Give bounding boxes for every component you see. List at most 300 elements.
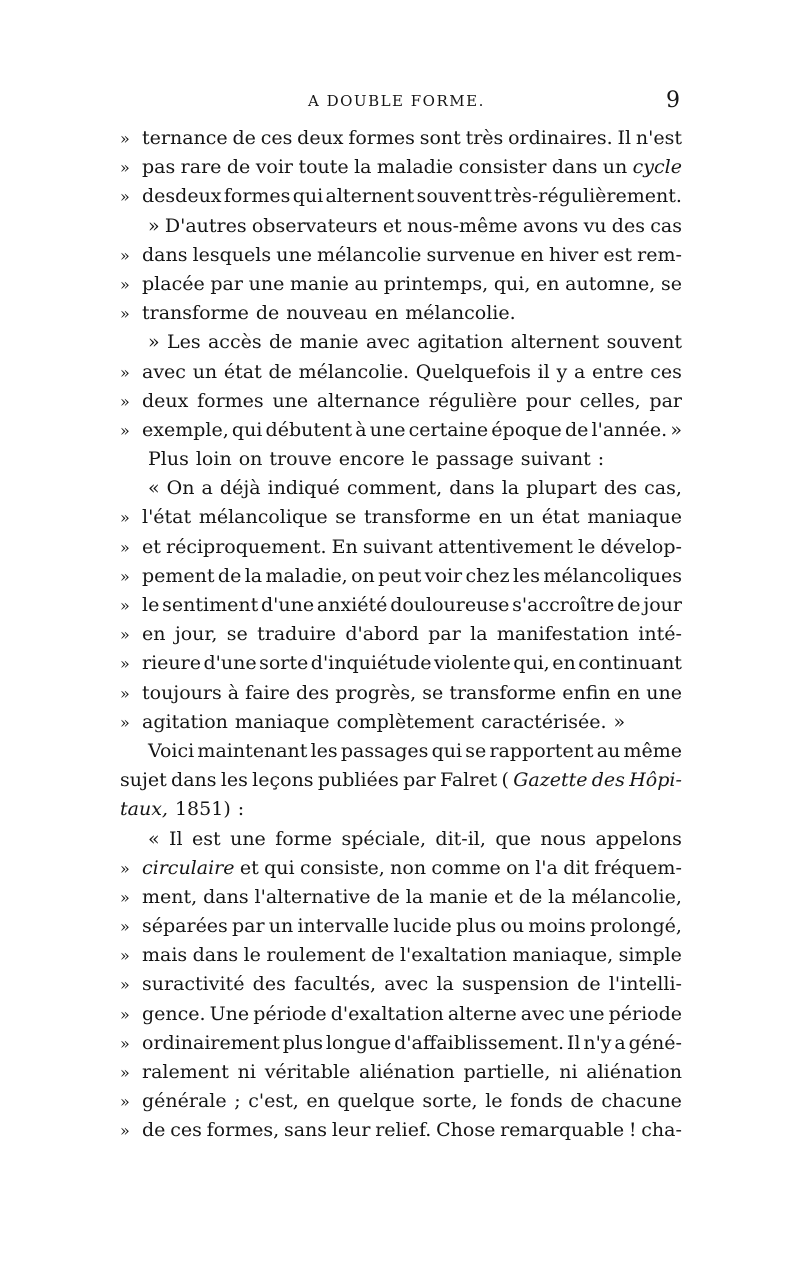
text-line (120, 941, 682, 970)
word: attentivement (437, 535, 573, 558)
word: : (237, 798, 245, 821)
word: lucide (393, 915, 452, 938)
word: rem- (637, 243, 682, 266)
word: avons (522, 214, 579, 237)
word: leur (331, 1119, 371, 1142)
word: est (192, 827, 221, 850)
text-line (120, 766, 682, 795)
text-line (120, 124, 682, 153)
word: sont (419, 127, 461, 149)
word: On (166, 477, 195, 500)
word: Plus (148, 448, 189, 471)
word: cycle (632, 156, 682, 179)
word: des (296, 681, 330, 704)
word: une (230, 827, 266, 850)
word: manie (299, 331, 359, 354)
word: indiqué (267, 477, 340, 500)
word: automne, (565, 272, 656, 295)
word: plupart (526, 477, 597, 500)
word: » agitation (142, 710, 228, 733)
word: état (541, 506, 580, 529)
text-line (120, 445, 682, 474)
text-line (120, 241, 682, 270)
word: qui (231, 418, 263, 441)
word: d'abord (345, 623, 419, 646)
word: de (617, 594, 641, 616)
word: transforme (449, 681, 557, 704)
word: d'une (261, 594, 315, 616)
word: par (649, 389, 682, 412)
word: par (428, 623, 461, 646)
word: toute (298, 156, 349, 179)
word: plus (456, 915, 497, 938)
word: maniaque, (512, 944, 614, 967)
word: entre (592, 360, 644, 383)
word: ni (237, 1061, 256, 1083)
word: de (226, 156, 251, 179)
word: » ralement (142, 1061, 229, 1083)
text-line (120, 1116, 682, 1145)
word: qui, (493, 272, 531, 295)
text-line (120, 620, 682, 649)
word: alternent (325, 185, 415, 208)
word: de (371, 944, 395, 967)
word: » le (142, 594, 160, 616)
word: survenue (426, 243, 516, 266)
word: publiées (317, 769, 399, 792)
word: maniaque (587, 506, 682, 529)
word: ! (628, 1119, 637, 1142)
text-line (120, 795, 682, 824)
word: rapportent (489, 739, 594, 762)
word: mélancolie. (298, 360, 410, 383)
text-line (120, 708, 682, 737)
word: au (354, 272, 379, 295)
word: faire (245, 681, 290, 704)
word: » pement (142, 564, 215, 587)
word: sentiment (162, 594, 259, 616)
text-line (120, 883, 682, 912)
word: véritable (264, 1061, 351, 1083)
word: ; (234, 1090, 241, 1113)
word: formes (223, 185, 291, 208)
word: Chose (436, 1119, 496, 1142)
text-line (120, 474, 682, 503)
text-line (120, 737, 682, 766)
word: » dans (142, 243, 188, 266)
word: la (548, 885, 566, 908)
word: une (276, 243, 312, 266)
word: partielle, (463, 1061, 551, 1083)
word: voir (255, 156, 294, 179)
word: d'affaiblissement. (394, 1031, 564, 1054)
word: ordinaires. (508, 127, 613, 149)
text-line (120, 153, 682, 182)
word: a (573, 360, 586, 383)
word: formes, (206, 1119, 280, 1142)
word: nous-même (406, 214, 518, 237)
word: il (537, 360, 550, 383)
word: on (238, 448, 263, 471)
word: des (252, 973, 286, 996)
word: le (578, 535, 596, 558)
word: dévelop- (600, 535, 682, 558)
word: se (226, 623, 248, 646)
word: Il (169, 827, 183, 850)
word: l'alternative (254, 885, 371, 908)
word: un (268, 915, 294, 938)
word: loin (195, 448, 232, 471)
word: maniaque (234, 710, 330, 733)
word: cas (650, 214, 682, 237)
word: en (374, 302, 399, 325)
word: » deux (142, 389, 189, 412)
word: avec (384, 973, 429, 996)
word: observateurs (251, 214, 378, 237)
word: ni (559, 1061, 578, 1083)
word: Quelquefois (415, 360, 531, 383)
text-line (120, 533, 682, 562)
word: dans (192, 944, 239, 967)
word: manie (289, 272, 349, 295)
word: en (616, 681, 641, 704)
word: la (436, 973, 454, 996)
word: sorte, (422, 1090, 478, 1113)
word: dit-il, (435, 827, 486, 850)
word: dit (563, 856, 590, 879)
word: lesquels (192, 243, 272, 266)
word: voir (424, 564, 463, 587)
word: d'une (203, 652, 257, 675)
word: en (552, 652, 576, 675)
word: de (570, 1090, 594, 1113)
word: plus (282, 1031, 323, 1054)
word: manifestation (496, 623, 629, 646)
word: » mais (142, 944, 188, 967)
word: de (232, 127, 256, 149)
word: une (272, 389, 309, 412)
word: se (465, 739, 487, 762)
page-header (120, 88, 680, 116)
word: Une (209, 1002, 250, 1025)
word: période (253, 1002, 327, 1025)
word: » ordinairement (142, 1031, 280, 1054)
word: douloureuse (390, 594, 510, 616)
text-line (120, 182, 682, 211)
word: et (239, 856, 259, 879)
word: comment, (346, 477, 443, 500)
word: on (351, 564, 375, 587)
word: souvent (606, 331, 682, 354)
word: En (331, 535, 358, 558)
word: Il (617, 127, 632, 149)
word: remarquable (500, 1119, 625, 1142)
word: dans (551, 156, 598, 179)
word: époque (491, 418, 562, 441)
word: débutent (265, 418, 353, 441)
word: maladie, (265, 564, 348, 587)
text-line (120, 299, 682, 328)
word: les (220, 769, 248, 792)
word: l'année. (591, 418, 668, 441)
word: l'a (535, 856, 558, 879)
text-line (120, 649, 682, 678)
word: » ternance (142, 127, 228, 149)
word: Les (166, 331, 201, 354)
word: nouveau (286, 302, 368, 325)
word: avec (520, 1002, 565, 1025)
word: ( (501, 769, 509, 792)
word: qui (264, 856, 295, 879)
word: vu (583, 214, 607, 237)
word: de (577, 973, 601, 996)
word: mélancolique (198, 506, 328, 529)
word: s'accroître (512, 594, 615, 616)
word: caractérisée. (481, 710, 607, 733)
word: accès (207, 331, 262, 354)
word: progrès, (335, 681, 417, 704)
word: n'y (583, 1031, 612, 1054)
word: en (306, 1090, 330, 1113)
word: déjà (219, 477, 261, 500)
text-line (120, 503, 682, 532)
word: un (509, 506, 535, 529)
word: a (201, 477, 213, 500)
word: même (623, 739, 682, 762)
word: Voici (148, 739, 195, 762)
word: peut (378, 564, 422, 587)
word: se (335, 506, 357, 529)
word: une (369, 418, 406, 441)
word: est (603, 243, 633, 266)
word: des (591, 769, 625, 792)
word: simple (618, 944, 682, 967)
text-line (120, 562, 682, 591)
text-line (120, 591, 682, 620)
word: » (613, 710, 626, 733)
text-line (120, 679, 682, 708)
word: fonds (510, 1090, 563, 1113)
word: deux (297, 127, 344, 149)
word: taux, (120, 798, 168, 821)
word: au (596, 739, 621, 762)
word: appelons (595, 827, 682, 850)
word: suivant (520, 448, 591, 471)
word: maintenant (197, 739, 308, 762)
text-line (120, 825, 682, 854)
word: » transforme (142, 302, 249, 325)
word: le (243, 944, 261, 967)
word: ces (170, 1119, 202, 1142)
word: par (403, 769, 436, 792)
word: qui (292, 185, 324, 208)
text-line (120, 854, 682, 883)
word: transforme (363, 506, 471, 529)
word: sujet (120, 769, 167, 792)
word: c'est, (248, 1090, 299, 1113)
word: mélancolie. (405, 302, 516, 325)
word: relief. (375, 1119, 432, 1142)
word: hiver (548, 243, 599, 266)
word: comme (431, 856, 501, 879)
word: alternance (316, 389, 420, 412)
word: mélancolie, (571, 885, 682, 908)
word: que (495, 827, 531, 850)
word: continuant (578, 652, 682, 675)
word: de (255, 302, 280, 325)
word: qui, (513, 652, 550, 675)
word: dans (203, 885, 249, 908)
word: et (493, 885, 513, 908)
word: chez (465, 564, 510, 587)
word: sans (283, 1119, 328, 1142)
word: sorte (259, 652, 309, 675)
text-line (120, 358, 682, 387)
word: aliénation (586, 1061, 682, 1083)
word: alternent (510, 331, 600, 354)
word: violente (434, 652, 511, 675)
word: des (603, 477, 638, 500)
word: complètement (336, 710, 475, 733)
word: » l'état (142, 506, 192, 529)
text-line (120, 416, 682, 445)
word: moins (528, 915, 586, 938)
word: spéciale, (341, 827, 427, 850)
word: par (232, 915, 265, 938)
word: » gence. (142, 1002, 206, 1025)
page-number: 9 (666, 88, 680, 113)
word: » (148, 331, 160, 354)
word: de (518, 885, 543, 908)
word: maladie (376, 156, 454, 179)
word: de (268, 331, 293, 354)
text-line (120, 970, 682, 999)
word: la (501, 477, 520, 500)
word: ces (650, 360, 682, 383)
word: » en (142, 623, 166, 646)
word: les (310, 739, 338, 762)
word: d'exaltation (330, 1002, 444, 1025)
word: jour, (174, 623, 218, 646)
word: a (614, 1031, 626, 1054)
word: » de (142, 1119, 166, 1142)
word: l'exaltation (399, 944, 507, 967)
word: roulement (266, 944, 366, 967)
word: des (611, 214, 645, 237)
word: un (602, 156, 628, 179)
word: : (597, 448, 605, 471)
word: D'autres (164, 214, 247, 237)
word: leçons (252, 769, 314, 792)
text-line (120, 387, 682, 416)
word: enfin (562, 681, 611, 704)
word: cha- (641, 1119, 682, 1142)
word: le (411, 448, 429, 471)
word: non (390, 856, 427, 879)
word: période (608, 1002, 682, 1025)
word: Gazette (513, 769, 588, 792)
word: la (405, 885, 424, 908)
word: dans (171, 769, 217, 792)
word: mélancolie (317, 243, 422, 266)
word: rare (180, 156, 222, 179)
word: formes (197, 389, 264, 412)
word: n'est (635, 127, 682, 149)
word: Falret (439, 769, 498, 792)
word: mélancoliques (543, 564, 682, 587)
word: » avec (142, 360, 186, 383)
word: suspension (462, 973, 569, 996)
word: passages (340, 739, 429, 762)
word: se (661, 272, 682, 295)
word: nous (540, 827, 587, 850)
word: dans (449, 477, 495, 500)
word: souvent (416, 185, 492, 208)
word: par (210, 272, 243, 295)
word: » (148, 214, 160, 237)
word: un (192, 360, 218, 383)
word: les (512, 564, 541, 587)
word: alterne (447, 1002, 517, 1025)
word: printemps, (383, 272, 489, 295)
word: régulière (428, 389, 518, 412)
word: de (564, 418, 589, 441)
word: intervalle (297, 915, 390, 938)
word: » exemple, (142, 418, 229, 441)
word: traduire (257, 623, 336, 646)
word: « (148, 827, 160, 850)
word: suivant (362, 535, 433, 558)
word: consiste, (299, 856, 385, 879)
word: en (536, 272, 560, 295)
word: » placée (142, 272, 205, 295)
word: on (506, 856, 530, 879)
word: à (355, 418, 367, 441)
text-line (120, 328, 682, 357)
word: la (244, 564, 263, 587)
word: aliénation (359, 1061, 455, 1083)
word: très-régulièrement. (494, 185, 682, 208)
running-title: A DOUBLE FORME. (308, 92, 485, 110)
word: une (248, 272, 285, 295)
word: encore (338, 448, 405, 471)
word: l'intelli- (608, 973, 682, 996)
word: cas, (644, 477, 682, 500)
word: » générale (142, 1090, 227, 1113)
word: la (354, 156, 372, 179)
word: » circulaire (142, 856, 235, 879)
word: » rieure (142, 652, 201, 675)
word: une (646, 681, 682, 704)
word: pour (525, 389, 571, 412)
word: prolongé, (590, 915, 682, 938)
word: réciproquement. (166, 535, 327, 558)
word: le (485, 1090, 503, 1113)
word: formes (348, 127, 415, 149)
word: agitation (417, 331, 504, 354)
word: ou (500, 915, 525, 938)
word: forme (275, 827, 333, 850)
word: fréquem- (594, 856, 682, 879)
word: Hôpi- (629, 769, 682, 792)
word: avec (365, 331, 410, 354)
word: » séparées (142, 915, 228, 938)
word: » et (142, 535, 161, 558)
word: celles, (579, 389, 641, 412)
word: ces (260, 127, 293, 149)
word: y (556, 360, 568, 383)
word: jour (643, 594, 682, 616)
